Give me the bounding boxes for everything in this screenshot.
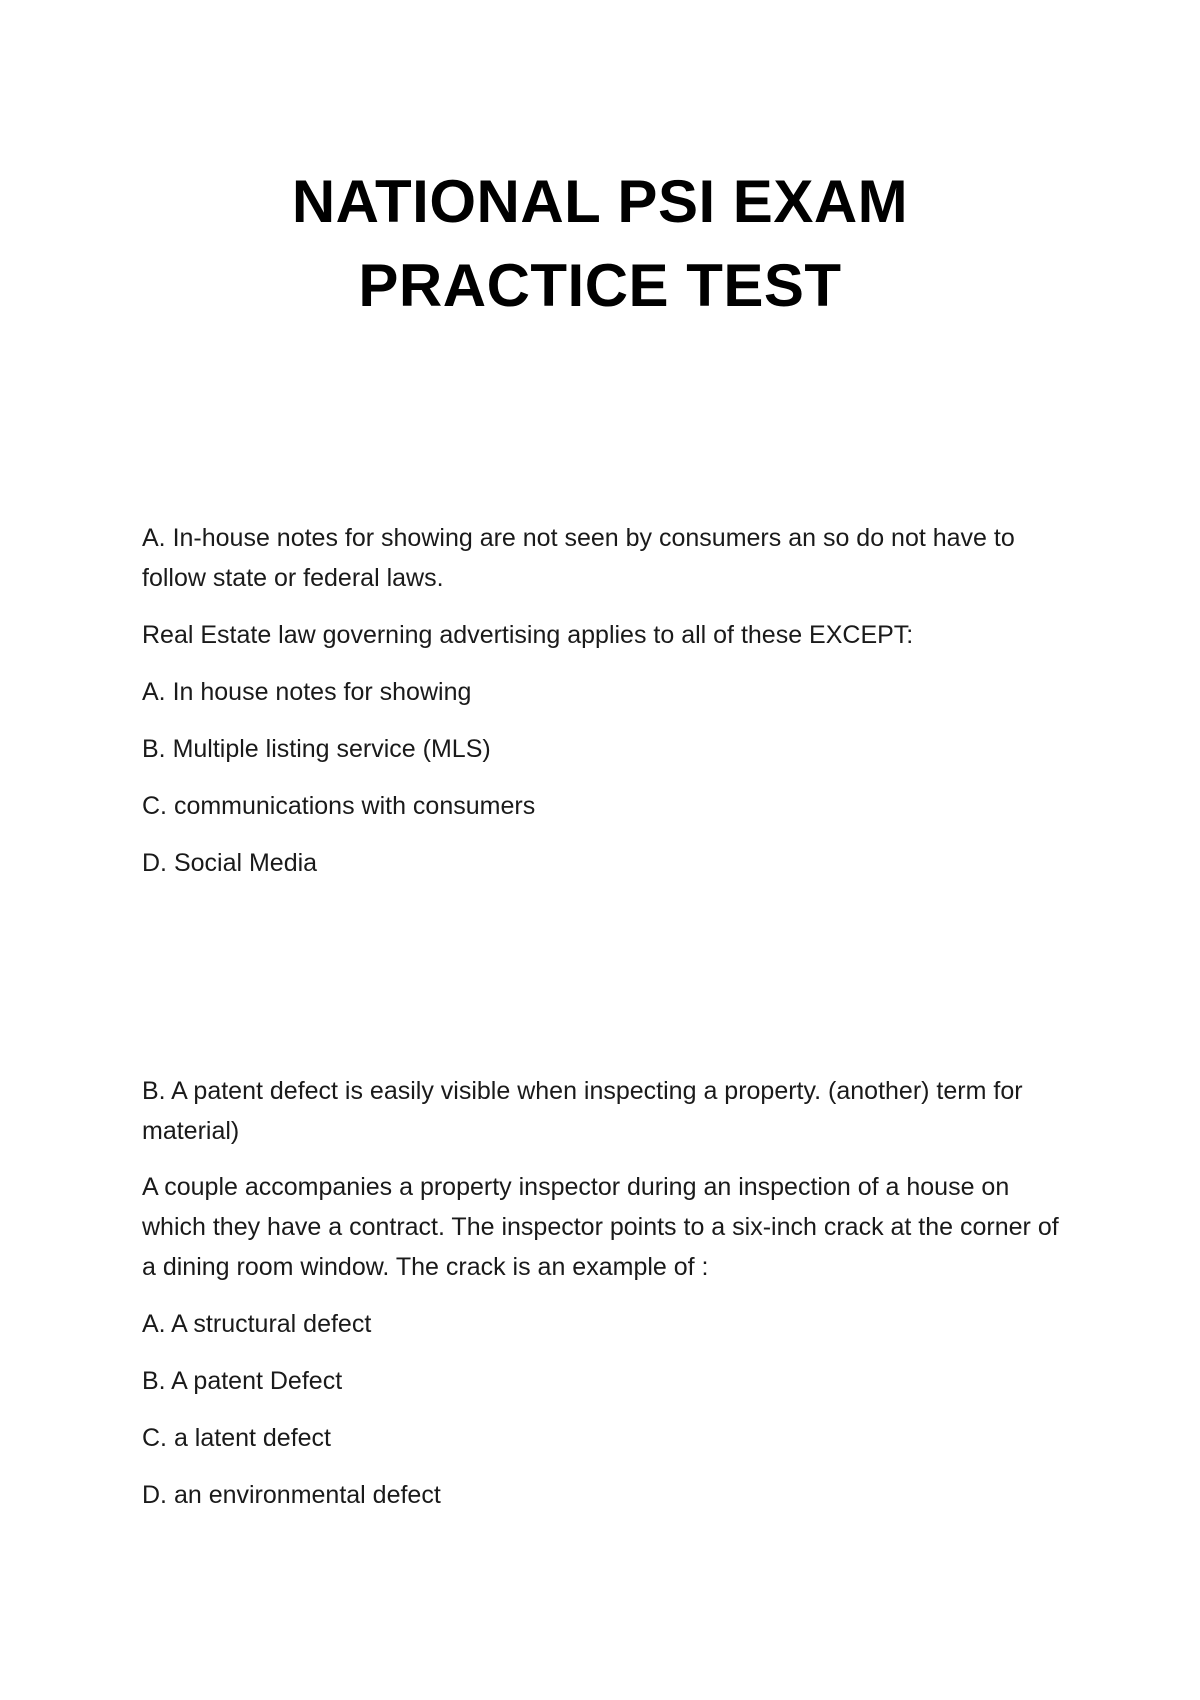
question-2-option-a: A. A structural defect — [142, 1310, 372, 1338]
question-1-stem: Real Estate law governing advertising applies to all of these EXCEPT: — [142, 621, 914, 649]
question-2-stem: A couple accompanies a property inspector during an inspection of a house on which they have a contract. The inspector points to a six-inch crack at the corner of a dining room window. The crack is an example of : — [142, 1173, 1059, 1281]
question-1-answer-explanation: A. In-house notes for showing are not seen by consumers an so do not have to follow state or federal laws. — [142, 524, 1015, 592]
question-1-option-c: C. communications with consumers — [142, 792, 536, 820]
question-2-answer-explanation: B. A patent defect is easily visible when inspecting a property. (another) term for material) — [142, 1077, 1023, 1145]
page-title-line-1: NATIONAL PSI EXAM — [291, 168, 909, 235]
question-1-option-d: D. Social Media — [142, 849, 318, 877]
page-title-line-2: PRACTICE TEST — [358, 252, 842, 319]
page-title — [0, 160, 1200, 328]
question-2-option-b: B. A patent Defect — [142, 1367, 343, 1395]
question-2-option-d: D. an environmental defect — [142, 1481, 441, 1509]
question-1-option-b: B. Multiple listing service (MLS) — [142, 735, 491, 763]
question-2-option-c: C. a latent defect — [142, 1424, 332, 1452]
question-1-option-a: A. In house notes for showing — [142, 678, 472, 706]
